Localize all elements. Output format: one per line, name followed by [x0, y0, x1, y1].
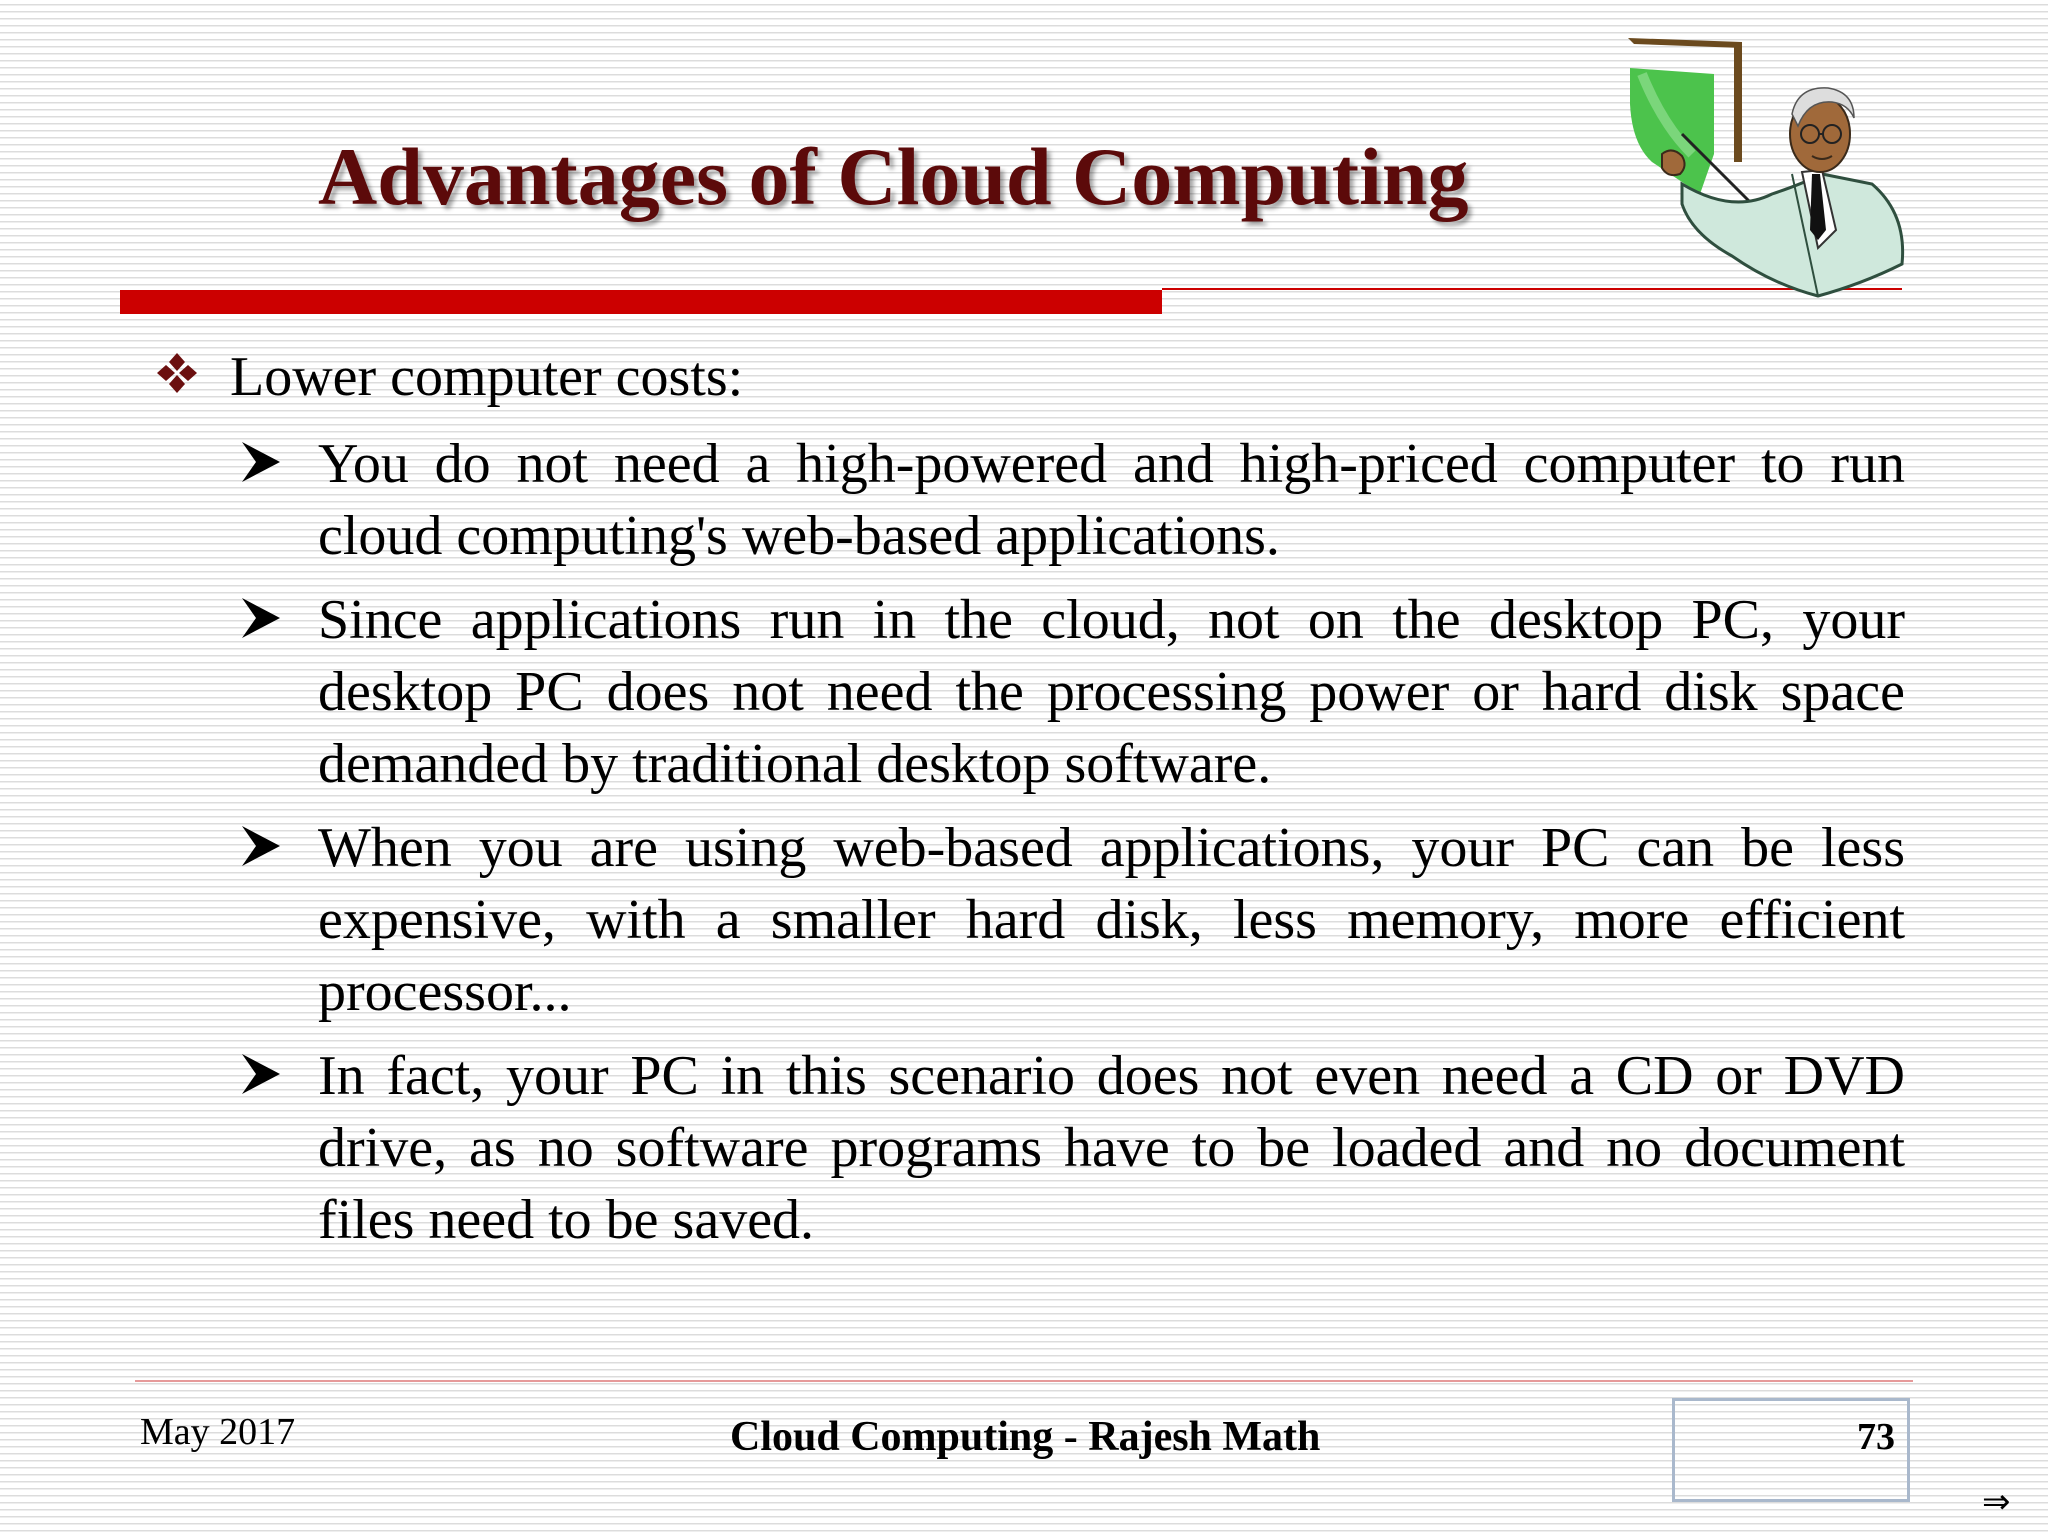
arrowhead-bullet-icon	[240, 1052, 282, 1096]
four-diamond-bullet-icon	[155, 351, 199, 395]
list-item-text: You do not need a high-powered and high-priced computer to run cloud computing's web-based applications.	[318, 433, 1905, 567]
list-item-text: In fact, your PC in this scenario does not even need a CD or DVD drive, as no software programs have to be loaded and no document files need to be saved.	[318, 1045, 1905, 1251]
footer-title: Cloud Computing - Rajesh Math	[730, 1414, 1321, 1460]
main-bullet-text: Lower computer costs:	[230, 346, 744, 408]
list-item	[240, 812, 1905, 1028]
teacher-pointing-at-board-icon	[1622, 34, 1912, 298]
list-item-text: Since applications run in the cloud, not on the desktop PC, your desktop PC does not need the processing power or hard disk space demanded by traditional desktop software.	[318, 589, 1905, 795]
arrowhead-bullet-icon	[240, 440, 282, 484]
next-slide-arrow-icon[interactable]: ⇒	[1982, 1482, 2011, 1522]
list-item	[240, 1040, 1905, 1256]
page-number: 73	[1857, 1416, 1895, 1458]
list-item	[240, 584, 1905, 800]
arrowhead-bullet-icon	[240, 596, 282, 640]
footer-date: May 2017	[140, 1411, 296, 1453]
list-item-text: When you are using web-based applications, your PC can be less expensive, with a smaller hard disk, less memory, more efficient processor...	[318, 817, 1905, 1023]
footer-divider	[135, 1380, 1913, 1382]
sub-bullet-list	[240, 428, 1905, 1268]
title-underline-thick	[120, 290, 1162, 314]
list-item	[240, 428, 1905, 572]
slide-title: Advantages of Cloud Computing	[318, 131, 1469, 222]
arrowhead-bullet-icon	[240, 824, 282, 868]
page-number-box	[1672, 1398, 1910, 1502]
